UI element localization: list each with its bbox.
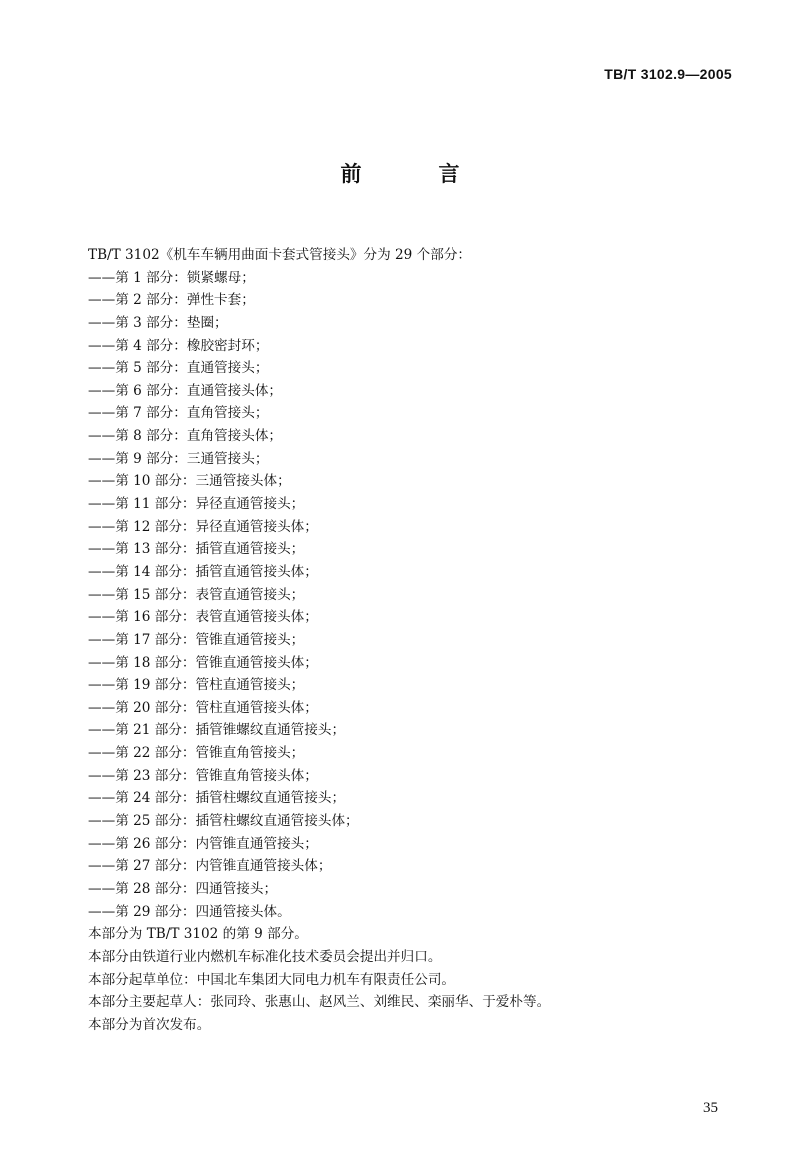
list-item: ——第 23 部分：管锥直角管接头体；	[88, 767, 318, 784]
statement-paragraph: 本部分为 TB/T 3102 的第 9 部分。	[88, 926, 308, 943]
list-item: ——第 5 部分：直通管接头；	[88, 360, 269, 377]
list-item: ——第 28 部分：四通管接头；	[88, 880, 278, 897]
statement-paragraph: 本部分由铁道行业内燃机车标准化技术委员会提出并归口。	[88, 948, 442, 965]
list-item: ——第 4 部分：橡胶密封环；	[88, 337, 269, 354]
list-item: ——第 8 部分：直角管接头体；	[88, 428, 283, 445]
list-item: ——第 29 部分：四通管接头体。	[88, 903, 291, 920]
list-item: ——第 22 部分：管锥直角管接头；	[88, 745, 305, 762]
parts-list	[88, 267, 550, 924]
list-item: ——第 7 部分：直角管接头；	[88, 405, 269, 422]
list-item: ——第 14 部分：插管直通管接头体；	[88, 563, 318, 580]
list-item: ——第 27 部分：内管锥直通管接头体；	[88, 858, 332, 875]
list-item: ——第 16 部分：表管直通管接头体；	[88, 609, 318, 626]
list-item: ——第 25 部分：插管柱螺纹直通管接头体；	[88, 813, 359, 830]
list-item: ——第 13 部分：插管直通管接头；	[88, 541, 305, 558]
list-item: ——第 1 部分：锁紧螺母；	[88, 269, 255, 286]
list-item: ——第 15 部分：表管直通管接头；	[88, 586, 305, 603]
list-item: ——第 17 部分：管锥直通管接头；	[88, 631, 305, 648]
document-body	[88, 244, 550, 1036]
standard-code-header: TB/T 3102.9—2005	[604, 66, 732, 82]
list-item: ——第 21 部分：插管锥螺纹直通管接头；	[88, 722, 346, 739]
list-item: ——第 11 部分：异径直通管接头；	[88, 496, 305, 513]
statement-paragraph: 本部分为首次发布。	[88, 1016, 211, 1033]
list-item: ——第 26 部分：内管锥直通管接头；	[88, 835, 318, 852]
page-number: 35	[703, 1100, 718, 1116]
list-item: ——第 3 部分：垫圈；	[88, 314, 228, 331]
list-item: ——第 12 部分：异径直通管接头体；	[88, 518, 318, 535]
page-title: 前 言	[340, 162, 488, 186]
list-item: ——第 6 部分：直通管接头体；	[88, 382, 283, 399]
intro-paragraph: TB/T 3102《机车车辆用曲面卡套式管接头》分为 29 个部分：	[88, 247, 472, 263]
list-item: ——第 20 部分：管柱直通管接头体；	[88, 699, 318, 716]
list-item: ——第 2 部分：弹性卡套；	[88, 292, 255, 309]
list-item: ——第 24 部分：插管柱螺纹直通管接头；	[88, 790, 346, 807]
list-item: ——第 19 部分：管柱直通管接头；	[88, 677, 305, 694]
statement-paragraph: 本部分主要起草人：张同玲、张惠山、赵风兰、刘维民、栾丽华、于爱朴等。	[88, 994, 551, 1011]
list-item: ——第 18 部分：管锥直通管接头体；	[88, 654, 318, 671]
statement-paragraph: 本部分起草单位：中国北车集团大同电力机车有限责任公司。	[88, 971, 456, 988]
list-item: ——第 9 部分：三通管接头；	[88, 450, 269, 467]
statements	[88, 923, 550, 1036]
list-item: ——第 10 部分：三通管接头体；	[88, 473, 291, 490]
